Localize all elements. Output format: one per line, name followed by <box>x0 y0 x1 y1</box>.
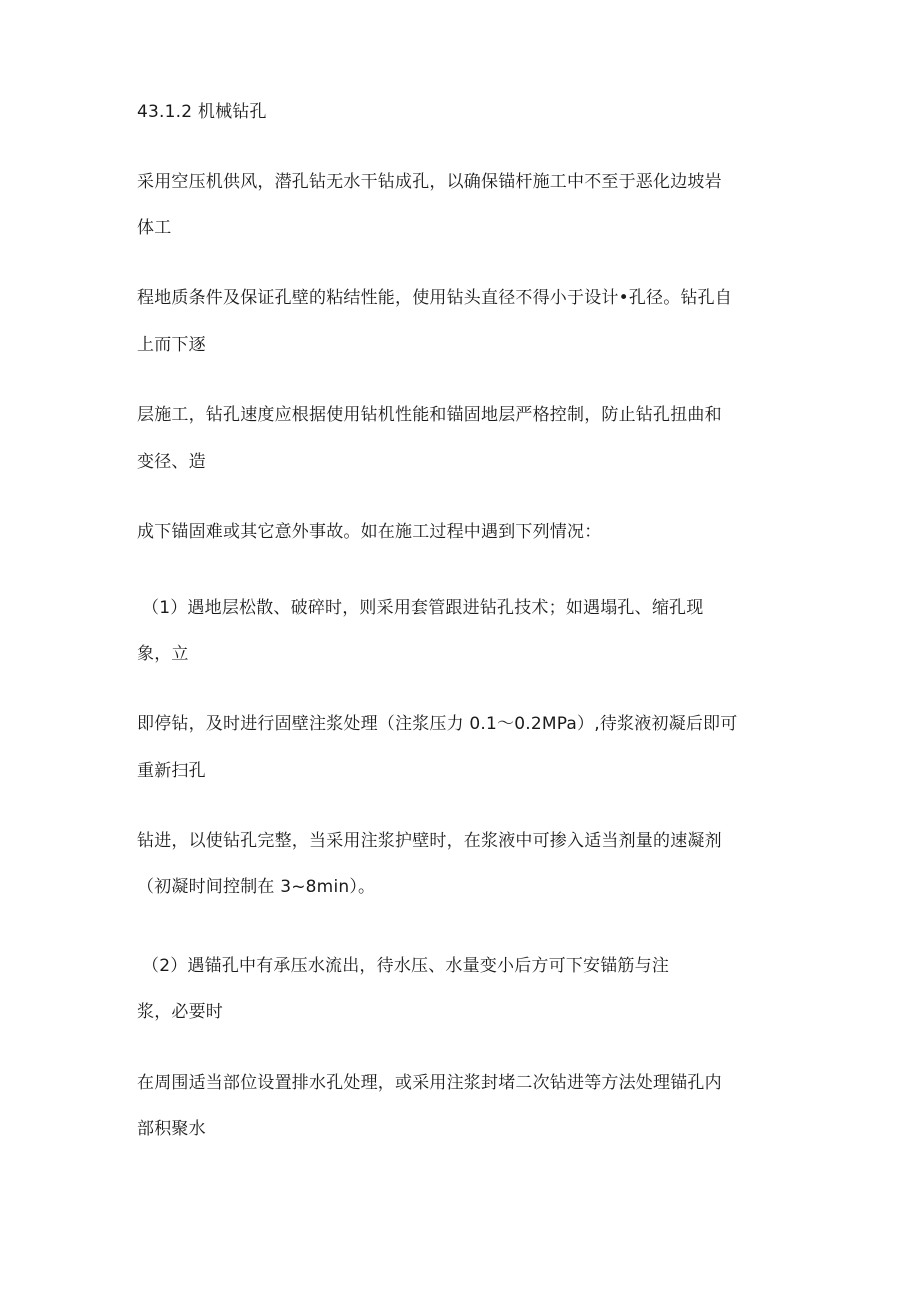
paragraph-line: 体工 <box>137 218 172 238</box>
list-item-line: （2）遇锚孔中有承压水流出，待水压、水量变小后方可下安锚筋与注 <box>142 956 670 976</box>
paragraph-line: 变径、造 <box>137 452 206 472</box>
paragraph-line: 层施工，钻孔速度应根据使用钻机性能和锚固地层严格控制，防止钻孔扭曲和 <box>137 405 722 425</box>
paragraph-line: 部积聚水 <box>137 1119 206 1139</box>
paragraph-line: 成下锚固难或其它意外事故。如在施工过程中遇到下列情况： <box>137 522 602 542</box>
paragraph-line: 浆，必要时 <box>137 1002 223 1022</box>
list-item-line: （1）遇地层松散、破碎时，则采用套管跟进钻孔技术；如遇塌孔、缩孔现 <box>142 598 704 618</box>
paragraph-line: 钻进，以使钻孔完整，当采用注浆护壁时，在浆液中可掺入适当剂量的速凝剂 <box>137 831 722 851</box>
paragraph-line: 即停钻，及时进行固壁注浆处理（注浆压力 0.1～0.2MPa）,待浆液初凝后即可 <box>137 714 738 734</box>
paragraph-line: 采用空压机供风，潜孔钻无水干钻成孔，以确保锚杆施工中不至于恶化边坡岩 <box>137 172 722 192</box>
paragraph-line: （初凝时间控制在 3~8min）。 <box>137 877 376 897</box>
paragraph-line: 上而下逐 <box>137 335 206 355</box>
paragraph-line: 象，立 <box>137 644 189 664</box>
paragraph-line: 程地质条件及保证孔壁的粘结性能，使用钻头直径不得小于设计•孔径。钻孔自 <box>137 288 733 308</box>
paragraph-line: 重新扫孔 <box>137 761 206 781</box>
paragraph-line: 在周围适当部位设置排水孔处理，或采用注浆封堵二次钻进等方法处理锚孔内 <box>137 1073 722 1093</box>
section-heading: 43.1.2 机械钻孔 <box>137 102 267 122</box>
